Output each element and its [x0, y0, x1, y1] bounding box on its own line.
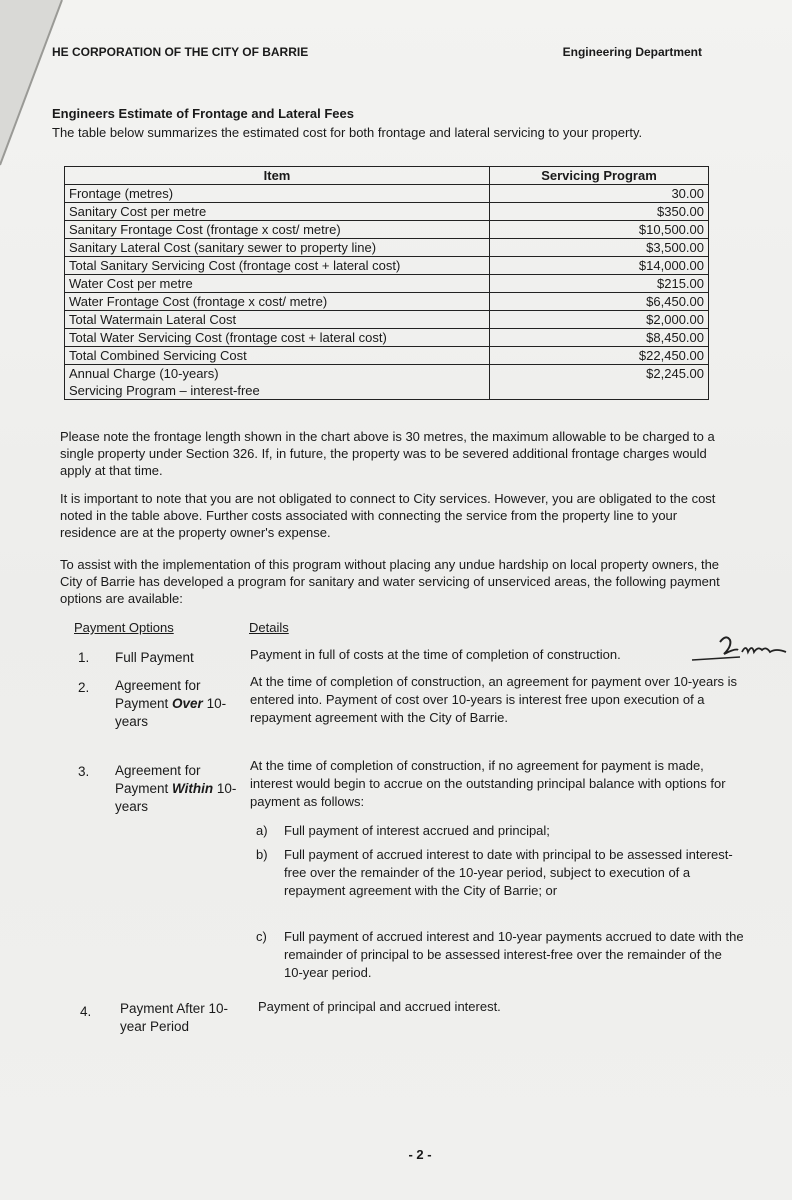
- page-number: - 2 -: [408, 1147, 432, 1162]
- payment-options-heading: Payment Options: [74, 620, 174, 635]
- option-detail: At the time of completion of construction, an agreement for payment over 10-years is entered into. Payment of cost over 10-years is interest free upon execution of a repayment agreement with the City of Barrie.: [250, 674, 738, 725]
- option-name: Agreement for Payment Within 10-years: [115, 763, 237, 814]
- row-value: $14,000.00: [490, 257, 709, 275]
- option-name: Full Payment: [115, 650, 194, 665]
- note-paragraph-frontage: Please note the frontage length shown in the chart above is 30 metres, the maximum allowable to be charged to a single property under Section 326. If, in future, the property was to be severed additional frontage charges would apply at that time.: [60, 429, 715, 478]
- table-header-row: [65, 167, 709, 185]
- option-detail: Payment of principal and accrued interest.: [258, 999, 501, 1014]
- table-row: [65, 239, 709, 257]
- table-row: [65, 221, 709, 239]
- column-header-item: Item: [65, 167, 490, 185]
- option-name: Payment After 10-year Period: [120, 1001, 229, 1034]
- row-value: $8,450.00: [490, 329, 709, 347]
- option-detail: Payment in full of costs at the time of completion of construction.: [250, 647, 621, 662]
- row-value: $215.00: [490, 275, 709, 293]
- fees-table: [64, 166, 709, 400]
- table-row-annual-charge: [65, 365, 709, 400]
- row-value: $3,500.00: [490, 239, 709, 257]
- row-value: $2,000.00: [490, 311, 709, 329]
- table-row: [65, 347, 709, 365]
- row-item: Sanitary Frontage Cost (frontage x cost/ metre): [65, 221, 490, 239]
- option-number: 2.: [78, 680, 90, 695]
- organization-name: HE CORPORATION OF THE CITY OF BARRIE: [52, 45, 309, 59]
- row-item: Sanitary Cost per metre: [65, 203, 490, 221]
- option-detail: At the time of completion of construction, if no agreement for payment is made, interest would begin to accrue on the outstanding principal balance with options for payment as follows:: [250, 758, 726, 809]
- option-number: 1.: [78, 650, 90, 665]
- column-header-servicing-program: Servicing Program: [490, 167, 709, 185]
- row-value: $22,450.00: [490, 347, 709, 365]
- table-row: [65, 311, 709, 329]
- document-header: [52, 45, 702, 59]
- table-row: [65, 293, 709, 311]
- row-item: [65, 365, 490, 400]
- row-value: 30.00: [490, 185, 709, 203]
- page-corner-fold: [0, 0, 70, 170]
- row-item-line: Servicing Program – interest-free: [69, 383, 260, 398]
- row-item: Total Watermain Lateral Cost: [65, 311, 490, 329]
- row-value: $6,450.00: [490, 293, 709, 311]
- intro-paragraph: The table below summarizes the estimated cost for both frontage and lateral servicing to your property.: [52, 125, 643, 140]
- note-paragraph-obligation: It is important to note that you are not obligated to connect to City services. However, you are obligated to the cost noted in the table above. Further costs associated with connecting the service from the property line to your residence are at the property owner's expense.: [60, 491, 716, 540]
- row-item: Total Water Servicing Cost (frontage cost + lateral cost): [65, 329, 490, 347]
- option-name: Agreement for Payment Over 10-years: [115, 678, 227, 729]
- table-row: [65, 275, 709, 293]
- option-number: 4.: [80, 1004, 92, 1019]
- row-item: Frontage (metres): [65, 185, 490, 203]
- row-value: $350.00: [490, 203, 709, 221]
- table-row: [65, 185, 709, 203]
- handwritten-initials-signature: [690, 630, 790, 670]
- row-value: $10,500.00: [490, 221, 709, 239]
- row-item: Total Combined Servicing Cost: [65, 347, 490, 365]
- table-row: [65, 329, 709, 347]
- row-item-line: Annual Charge (10-years): [69, 366, 219, 381]
- row-item: Water Cost per metre: [65, 275, 490, 293]
- row-item: Sanitary Lateral Cost (sanitary sewer to property line): [65, 239, 490, 257]
- details-heading: Details: [249, 620, 289, 635]
- department-name: Engineering Department: [562, 45, 702, 59]
- row-item: Water Frontage Cost (frontage x cost/ metre): [65, 293, 490, 311]
- document-page: HE CORPORATION OF THE CITY OF BARRIE Engineering Department Engineers Estimate of Frontage and Lateral Fees The table below summarizes the estimated cost for both frontage and lateral servicing to your property. Item Servicing Program Frontage (metres) 30.00 Sanitary Cost per metre $350.00 Sanitary Frontage Cost (frontage x cost/ metre) $10,500.00 Sanitary Lateral Cost (sanitary sewer to property line) $3,500.00 Total Sanitary Servicing Cost (frontage cost + lateral cost) $14,000.00 Water Cost per metre $215.00 Water Frontage Cost (frontage x cost/ metre) $6,450.00 Total Watermain Lateral Cost $2,000.00 Total Water Servicing Cost (frontage cost + lateral cost) $8,450.00 Total Combined Servicing Cost $22,450.00 Annual Charge (10-years) Servicing Program – interest-free $2,245.00 Please note the frontage length shown in the chart above is 30 metres, the maximum allowable to be charged to a single property under Section 326. If, in future, the property was to be severed additional frontage charges would apply at that time. It is important to note that you are not obligated to connect to City services. However, you are obligated to the cost noted in the table above. Further costs associated with connecting the service from the property line to your residence are at the property owner's expense. To assist with the implementation of this program without placing any undue hardship on local property owners, the City of Barrie has developed a program for sanitary and water servicing of unserviced areas, the following payment options are available: Payment Options Details 1. Full Payment Payment in full of costs at the time of completion of construction. 2. Agreement for Payment Over 10-years At the time of completion of construction, an agreement for payment over 10-years is entered into. Payment of cost over 10-years is interest free upon execution of a repayment agreement with the City of Barrie. 3. Agreement for Payment Within 10-years At the time of completion of construction, if no agreement for payment is made, interest would begin to accrue on the outstanding principal balance with options for payment as follows: a) Full payment of interest accrued and principal; b) Full payment of accrued interest to date with principal to be assessed interest-free over the remainder of the 10-year period, subject to execution of a repayment agreement with the City of Barrie; or c) Full payment of accrued interest and 10-year payments accrued to date with the remainder of principal to be assessed interest-free over the remainder of the 10-year period. 4. Payment After 10-year Period Payment of principal and accrued interest. - 2 -: [0, 0, 792, 1200]
- note-paragraph-program: To assist with the implementation of this program without placing any undue hardship on local property owners, the City of Barrie has developed a program for sanitary and water servicing of unserviced areas, the following payment options are available:: [60, 557, 720, 606]
- table-row: [65, 203, 709, 221]
- row-value: $2,245.00: [490, 365, 709, 400]
- option-number: 3.: [78, 764, 90, 779]
- section-title: Engineers Estimate of Frontage and Lateral Fees: [52, 106, 354, 121]
- table-row: [65, 257, 709, 275]
- row-item: Total Sanitary Servicing Cost (frontage cost + lateral cost): [65, 257, 490, 275]
